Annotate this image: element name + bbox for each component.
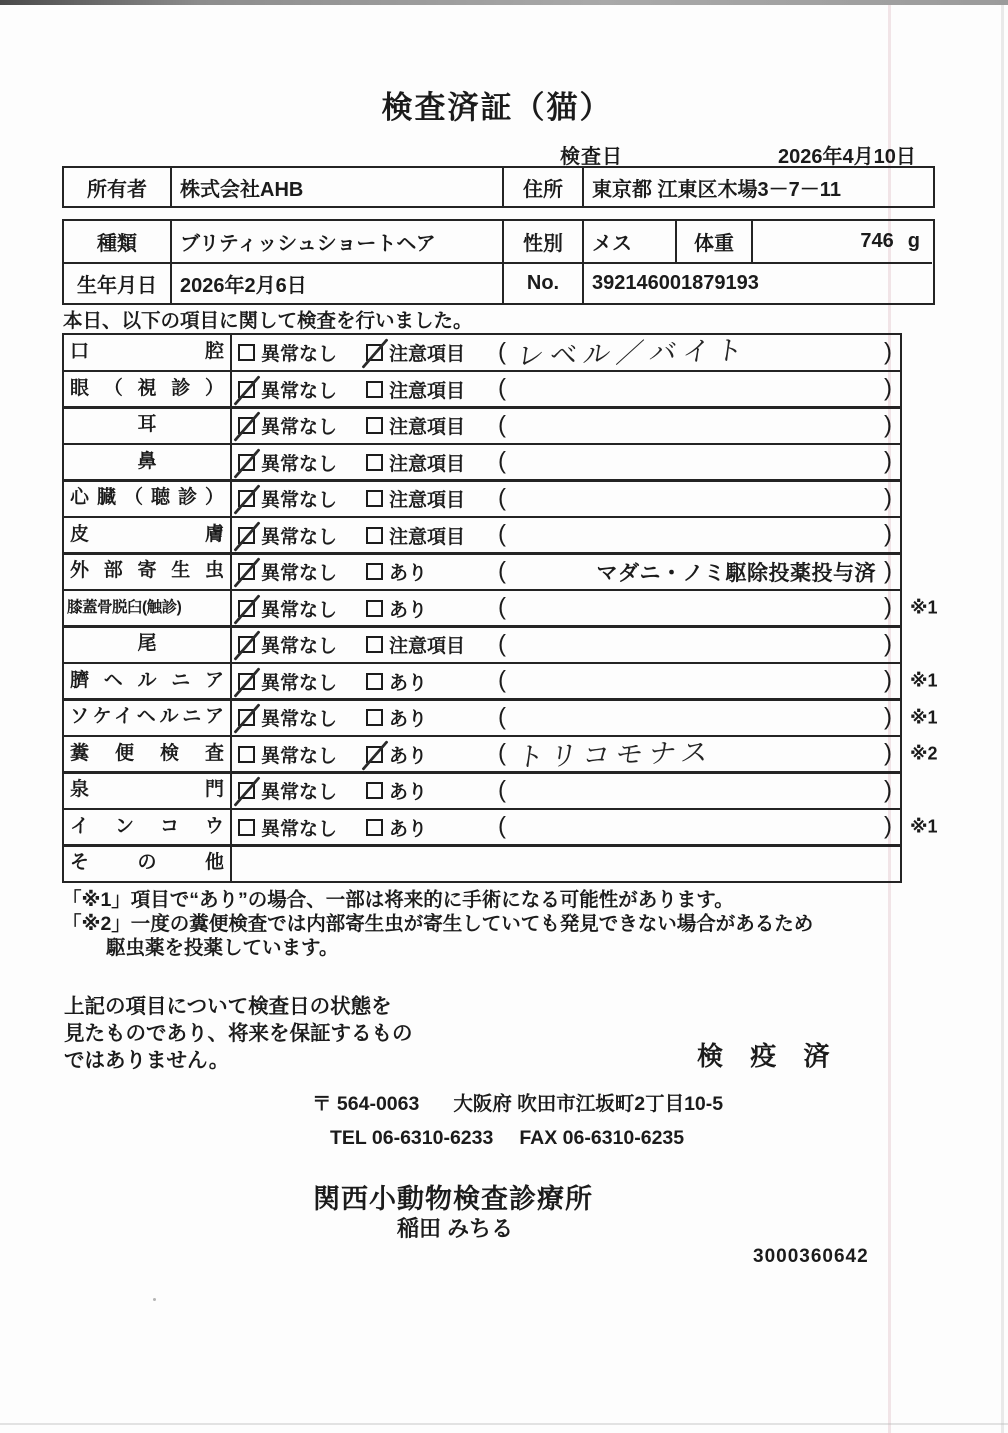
option-label: 異常なし [261,818,338,840]
weight-label: 体重 [675,221,751,262]
option-label: あり [389,709,428,730]
exam-row-heart [62,479,902,518]
paren-open: ( [498,775,506,803]
exam-row-mouth [62,333,902,372]
exam-item-label: 皮膚 [64,518,232,553]
option-label: 注意項目 [389,636,466,657]
paren-open: ( [498,593,506,621]
address-label: 住所 [502,168,582,206]
option-attention [366,372,465,407]
paren-close: ) [884,556,892,584]
exam-item-label: ソケイヘルニア [64,700,232,735]
intro-text: 本日、以下の項目に関して検査を行いました。 [63,310,473,332]
checkbox-icon [366,344,383,361]
checkbox-icon [366,782,383,799]
option-present [366,773,427,808]
paren-open: ( [498,629,506,657]
option-label: あり [389,818,428,840]
option-no-abnormality [238,700,337,735]
paren-open: ( [498,374,506,402]
paren-close: ) [884,337,892,365]
sex-value: メス [582,221,675,262]
clinic-address: 大阪府 吹田市江坂町2丁目10-5 [453,1093,724,1115]
option-attention [366,408,465,443]
option-no-abnormality [238,737,337,772]
exam-item-label: 臍ヘルニア [64,664,232,699]
option-present [366,664,427,699]
option-label: 注意項目 [389,526,466,548]
exam-item-label: 心臓（聴診） [64,481,232,516]
checkbox-icon [238,600,255,617]
option-no-abnormality [238,810,337,845]
exam-row-fontanelle [62,771,902,810]
checkbox-icon [238,636,255,653]
exam-row-nose [62,443,902,482]
checkbox-icon [366,454,383,471]
exam-note-handwritten: トリコモナス [515,737,717,773]
option-no-abnormality [238,627,337,662]
option-label: 異常なし [261,417,338,438]
paren-close: ) [884,775,892,803]
clinic-fax: FAX 06-6310-6235 [519,1127,685,1149]
exam-item-label: 耳 [64,408,232,443]
clinic-postal-code: 〒 564-0063 [312,1093,420,1115]
exam-row-umbilical-hernia [62,662,938,701]
scan-line-artifact [1001,5,1004,1433]
disclaimer-line: ではありません。 [64,1049,230,1072]
paren-close: ) [884,447,892,475]
exam-item-label: その他 [64,846,232,881]
birthdate-value: 2026年2月6日 [170,262,502,303]
option-label: 異常なし [261,636,338,657]
paren-close: ) [884,520,892,548]
option-label: あり [389,672,428,694]
footnote-1: 「※1」項目で“あり”の場合、一部は将来的に手術になる可能性があります。 [62,889,734,911]
veterinarian-name: 稲田 みちる [397,1216,514,1241]
option-present [366,554,427,589]
exam-row-skin [62,516,902,555]
option-no-abnormality [238,335,337,370]
exam-row-ectoparasites [62,552,902,591]
footnote-ref: ※1 [910,670,938,691]
footnote-ref: ※2 [910,743,938,764]
exam-row-fecal-test [62,735,938,774]
disclaimer-line: 上記の項目について検査日の状態を [64,995,392,1018]
exam-row-other [62,844,902,883]
exam-row-genitals [62,808,938,847]
option-no-abnormality [238,591,337,626]
footnote-2-continued: 駆虫薬を投薬しています。 [106,937,339,959]
checkbox-icon [238,746,255,763]
paren-open: ( [498,337,506,365]
option-label: 異常なし [261,745,338,767]
exam-row-ears [62,406,902,445]
checkbox-icon [366,746,383,763]
paren-close: ) [884,812,892,840]
option-no-abnormality [238,773,337,808]
paren-close: ) [884,483,892,511]
paren-close: ) [884,666,892,694]
page-title: 検査済証（猫） [381,90,613,125]
paren-close: ) [884,374,892,402]
option-no-abnormality [238,664,337,699]
clinic-name: 関西小動物検査診療所 [313,1184,593,1214]
inspection-date-label: 検査日 [560,146,623,168]
option-label: 異常なし [261,490,338,511]
clinic-tel: TEL 06-6310-6233 [330,1127,494,1149]
footnotes [62,888,813,960]
checkbox-icon [366,636,383,653]
checkbox-icon [366,709,383,726]
option-label: 異常なし [261,380,338,402]
footnote-2: 「※2」一度の糞便検査では内部寄生虫が寄生していても発見できない場合があるため [62,913,814,935]
scan-line-artifact [0,1423,1008,1425]
footnote-ref: ※1 [910,707,938,727]
checkbox-icon [238,563,255,580]
paren-open: ( [498,447,506,475]
paren-open: ( [498,556,506,584]
exam-item-label: 糞便検査 [64,737,232,772]
option-attention [366,481,465,516]
paren-close: ) [884,702,892,730]
option-present [366,737,427,772]
checkbox-icon [238,344,255,361]
option-label: 注意項目 [389,380,466,402]
option-label: 異常なし [261,672,338,694]
clinic-address-line [312,1088,723,1116]
checkbox-icon [238,673,255,690]
option-label: 異常なし [261,709,338,730]
checkbox-icon [366,819,383,836]
weight-number: 746 [860,230,894,252]
checkbox-icon [366,417,383,434]
exam-row-patella [62,589,938,628]
exam-item-label: 尾 [64,627,232,662]
checkbox-icon [238,527,255,544]
breed-value: ブリティッシュショートヘア [170,221,502,262]
weight-value [751,221,932,262]
option-present [366,700,427,735]
no-value: 392146001879193 [582,262,932,303]
option-label: 異常なし [261,563,338,584]
checkbox-icon [366,381,383,398]
exam-note-printed: マダニ・ノミ駆除投薬投与済 [596,561,876,585]
option-label: あり [389,599,428,621]
checkbox-icon [238,709,255,726]
quarantine-stamp: 検 疫 済 [697,1041,840,1071]
option-attention [366,518,465,553]
breed-label: 種類 [97,233,137,255]
option-label: 異常なし [261,344,338,365]
footnote-ref: ※1 [910,597,938,618]
option-label: 注意項目 [389,453,466,475]
exam-item-label: 泉門 [64,773,232,808]
option-no-abnormality [238,372,337,407]
scan-speck [153,1298,156,1301]
option-label: あり [389,563,428,584]
footnote-ref: ※1 [910,816,938,837]
option-no-abnormality [238,481,337,516]
option-no-abnormality [238,408,337,443]
address-value: 東京都 江東区木場3－7－11 [582,168,932,206]
option-no-abnormality [238,554,337,589]
paren-close: ) [884,739,892,767]
option-label: 異常なし [261,453,338,475]
option-present [366,591,427,626]
serial-number: 3000360642 [753,1246,869,1267]
paren-open: ( [498,812,506,840]
owner-value: 株式会社AHB [170,168,502,206]
weight-unit: g [907,230,920,252]
clinic-contact-line [330,1127,684,1150]
checkbox-icon [366,563,383,580]
disclaimer-text [64,993,413,1074]
exam-item-label: インコウ [64,810,232,845]
exam-item-label: 膝蓋骨脱臼(触診) [64,591,232,626]
paren-open: ( [498,483,506,511]
inspection-date-value: 2026年4月10日 [778,146,916,168]
scan-edge-artifact [0,0,1008,5]
checkbox-icon [238,454,255,471]
paren-open: ( [498,410,506,438]
birthdate-label: 生年月日 [64,262,170,303]
owner-label: 所有者 [87,178,147,201]
exam-item-label: 鼻 [64,445,232,480]
exam-item-label: 口腔 [64,335,232,370]
option-label: 異常なし [261,526,338,548]
checkbox-icon [366,673,383,690]
paren-close: ) [884,629,892,657]
checkbox-icon [366,527,383,544]
no-label: No. [502,262,582,303]
paren-open: ( [498,702,506,730]
checkbox-icon [238,417,255,434]
exam-row-eyes [62,370,902,409]
exam-note-handwritten: レベル／バイト [515,334,751,371]
option-label: あり [389,782,428,803]
option-label: 異常なし [261,782,338,803]
checkbox-icon [238,819,255,836]
option-label: 注意項目 [389,344,466,365]
paren-open: ( [498,520,506,548]
paren-open: ( [498,739,506,767]
option-no-abnormality [238,445,337,480]
option-attention [366,335,465,370]
checkbox-icon [238,782,255,799]
exam-checklist-table [62,333,938,883]
option-label: 注意項目 [389,417,466,438]
checkbox-icon [366,600,383,617]
exam-row-tail [62,625,902,664]
option-present [366,810,427,845]
option-no-abnormality [238,518,337,553]
option-label: 注意項目 [389,490,466,511]
owner-table [62,166,935,208]
option-attention [366,627,465,662]
paren-close: ) [884,593,892,621]
option-attention [366,445,465,480]
checkbox-icon [366,490,383,507]
option-label: あり [389,745,428,767]
sex-label: 性別 [502,221,582,262]
exam-item-label: 外部寄生虫 [64,554,232,589]
checkbox-icon [238,490,255,507]
checkbox-icon [238,381,255,398]
paren-open: ( [498,666,506,694]
option-label: 異常なし [261,599,338,621]
animal-table [62,219,935,305]
exam-item-label: 眼（視診） [64,372,232,407]
disclaimer-line: 見たものであり、将来を保証するもの [64,1022,413,1045]
paren-close: ) [884,410,892,438]
